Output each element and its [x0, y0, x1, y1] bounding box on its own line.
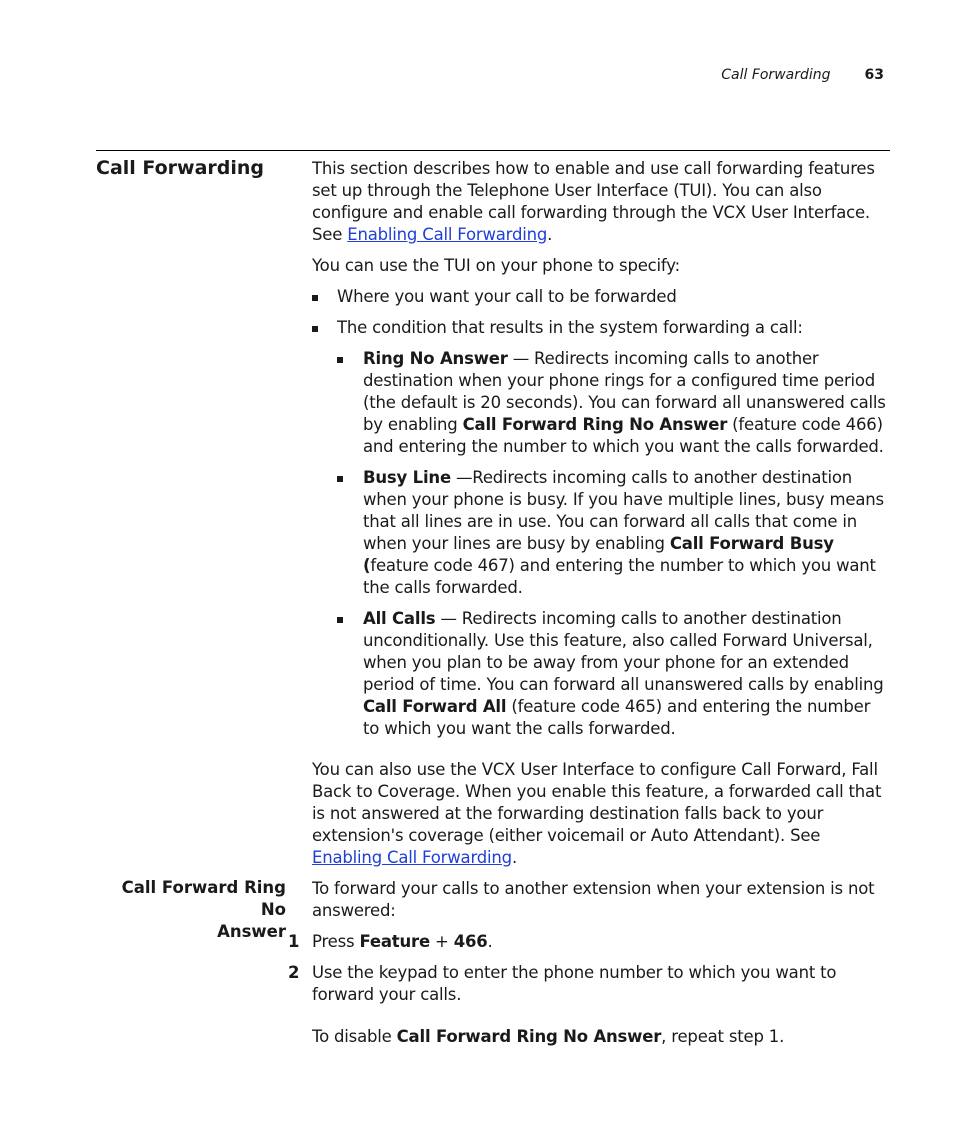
running-header [721, 67, 884, 83]
step-1: 1 Press Feature + 466. [288, 932, 493, 951]
subsection-intro: To forward your calls to another extension when your extension is not answered: [312, 879, 875, 920]
section-body [312, 158, 890, 869]
step-number: 1 [288, 932, 300, 951]
section-title: Call Forwarding [96, 157, 265, 179]
list-item: Where you want your call to be forwarded [312, 286, 890, 308]
subsection-body [288, 878, 890, 1048]
enabling-call-forwarding-link-2[interactable]: Enabling Call Forwarding [312, 848, 512, 867]
page-number: 63 [864, 67, 884, 83]
specify-list [312, 286, 890, 740]
step-2: 2 Use the keypad to enter the phone number to which you want to forward your calls. [288, 963, 837, 1004]
intro-paragraph: This section describes how to enable and use call forwarding features set up through the Telephone User Interface (TUI). You can also configure and enable call forwarding through the VCX User Interface. See Enabling Call Forwarding. [312, 159, 875, 244]
subsection-title: Call Forward Ring No Answer [121, 878, 286, 941]
condition-all-calls: All Calls — Redirects incoming calls to another destination unconditionally. Use this feature, also called Forward Universal, when you plan to be away from your phone for an extended period of time. You can forward all unanswered calls by enabling Call Forward All (feature code 465) and entering the number to which you want the calls forwarded. [337, 608, 890, 740]
section-rule [96, 150, 890, 151]
fallback-paragraph: You can also use the VCX User Interface to configure Call Forward, Fall Back to Coverage. When you enable this feature, a forwarded call that is not answered at the forwarding destination falls back to your extension's coverage (either voicemail or Auto Attendant). See Enabling Call Forwarding. [312, 760, 882, 867]
condition-ring-no-answer: Ring No Answer — Redirects incoming calls to another destination when your phone rings for a configured time period (the default is 20 seconds). You can forward all unanswered calls by enabling Call Forward Ring No Answer (feature code 466) and entering the number to which you want the calls forwarded. [337, 348, 890, 458]
running-title: Call Forwarding [721, 67, 831, 83]
condition-list [337, 348, 890, 740]
list-item: The condition that results in the system forwarding a call: Ring No Answer — Redirects incoming calls to another destination when your phone rings for a configured time period (the default is 20 seconds). You can forward all unanswered calls by enabling Call Forward Ring No Answer (feature code 466) and entering the number to which you want the calls forwarded. Busy Line —Redirects incoming calls to another destination when your phone is busy. If you have multiple lines, busy means that all lines are in use. You can forward all calls that come in when your lines are busy by enabling Call Forward Busy (feature code 467) and entering the number to which you want the calls forwarded. All Calls — Redirects incoming calls to another destination unconditionally. Use this feature, also called Forward Universal, when you plan to be away from your phone for an extended period of time. You can forward all unanswered calls by enabling Call Forward All (feature code 465) and entering the number to which you want the calls forwarded. [312, 317, 890, 740]
condition-busy-line: Busy Line —Redirects incoming calls to another destination when your phone is busy. If you have multiple lines, busy means that all lines are in use. You can forward all calls that come in when your lines are busy by enabling Call Forward Busy (feature code 467) and entering the number to which you want the calls forwarded. [337, 467, 890, 599]
specify-paragraph: You can use the TUI on your phone to specify: [312, 256, 680, 275]
step-number: 2 [288, 963, 300, 982]
disable-paragraph: To disable Call Forward Ring No Answer, repeat step 1. [312, 1027, 785, 1046]
enabling-call-forwarding-link[interactable]: Enabling Call Forwarding [347, 225, 548, 244]
